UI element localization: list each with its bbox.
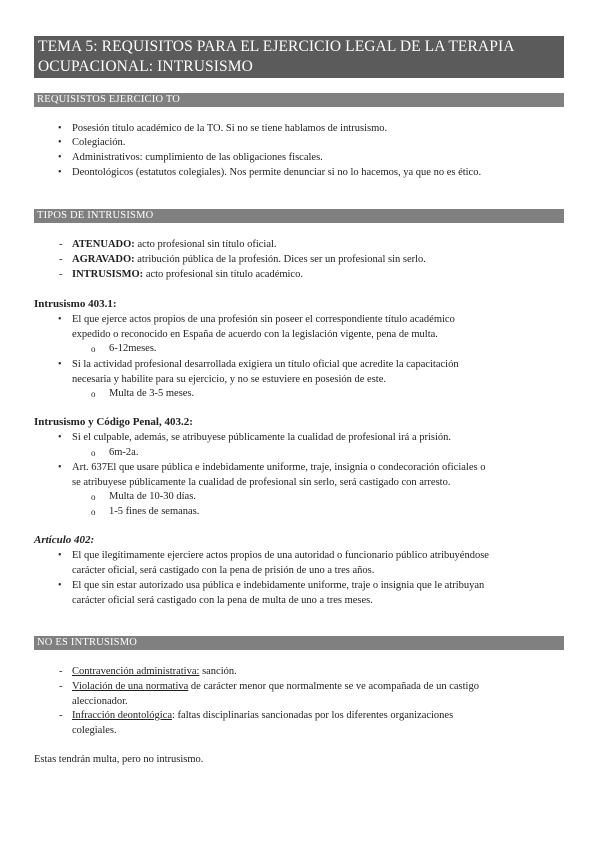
text-line: carácter oficial, será castigado con la pena de prisión de uno a tres años.: [72, 564, 375, 576]
list-item: [72, 253, 426, 268]
term-text: acto profesional sin título académico.: [143, 269, 303, 280]
title-line: TEMA 5: REQUISITOS PARA EL EJERCICIO LEGAL DE LA TERAPIA: [38, 38, 515, 55]
bullet-icon: •: [58, 314, 62, 325]
list-item: [72, 461, 485, 490]
text-line: El que ilegítimamente ejerciere actos propios de una autoridad o funcionario público atribuyéndose: [72, 550, 489, 561]
term-text: : faltas disciplinarias sancionadas por los diferentes organizaciones: [172, 710, 454, 721]
term: Contravención administrativa:: [72, 666, 200, 677]
dash-marker: -: [59, 269, 63, 280]
term: ATENUADO:: [72, 239, 135, 250]
list-item: Deontológicos (estatutos colegiales). Nos permite denunciar si no lo hacemos, ya que no es ético.: [72, 167, 482, 178]
text-line: Art. 637El que usare pública e indebidamente uniforme, traje, insignia o condecoración oficiales o: [72, 462, 486, 473]
list-item: [72, 579, 484, 608]
bullet-icon: •: [58, 152, 62, 163]
section-heading-tipos: TIPOS DE INTRUSISMO: [34, 209, 564, 223]
bullet-icon: •: [58, 359, 62, 370]
dash-marker: -: [59, 239, 63, 250]
sub-item: 6m-2a.: [109, 447, 139, 458]
sub-item: Multa de 10-30 días.: [109, 491, 196, 502]
text-line: El que ejerce actos propios de una profesión sin poseer el correspondiente título académico: [72, 314, 455, 325]
text-line: [72, 680, 479, 695]
dash-marker: -: [59, 710, 63, 721]
list-item: [72, 665, 237, 680]
list-item: [72, 358, 459, 387]
subheading-codigo-penal: Intrusismo y Código Penal, 403.2:: [34, 416, 193, 428]
text-line: colegiales.: [72, 724, 117, 736]
section-heading-no-intrusismo: NO ES INTRUSISMO: [34, 636, 564, 650]
term-text: de carácter menor que normalmente se ve acompañada de un castigo: [188, 681, 479, 692]
bullet-icon: •: [58, 550, 62, 561]
term: AGRAVADO:: [72, 254, 135, 265]
list-item: Administrativos: cumplimiento de las obligaciones fiscales.: [72, 152, 323, 163]
subheading-403-1: Intrusismo 403.1:: [34, 298, 117, 310]
sub-item: Multa de 3-5 meses.: [109, 388, 195, 399]
term-text: atribución pública de la profesión. Dices ser un profesional sin serlo.: [134, 254, 426, 265]
list-item: [72, 549, 489, 578]
title-line: OCUPACIONAL: INTRUSISMO: [38, 58, 253, 75]
sub-item: 6-12meses.: [109, 343, 157, 354]
term: Infracción deontológica: [72, 710, 172, 721]
list-item: Colegiación.: [72, 137, 126, 148]
circle-bullet-icon: o: [91, 492, 96, 502]
list-item: [72, 268, 303, 283]
dash-marker: -: [59, 681, 63, 692]
bullet-icon: •: [58, 137, 62, 148]
term: Violación de una normativa: [72, 681, 189, 692]
text-line: aleccionador.: [72, 695, 128, 707]
text-line: expedido o reconocido en España de acuerdo con la legislación vigente, pena de multa.: [72, 328, 438, 340]
list-item: Si el culpable, además, se atribuyese públicamente la cualidad de profesional irá a prisión.: [72, 432, 452, 443]
text-line: El que sin estar autorizado usa pública e indebidamente uniforme, traje o insignia que le atribuyan: [72, 580, 485, 591]
text-line: carácter oficial será castigado con la pena de multa de uno a tres meses.: [72, 594, 373, 606]
bullet-icon: •: [58, 432, 62, 443]
text-line: necesaria y habilite para su ejercicio, y no se estuviere en posesión de este.: [72, 373, 387, 385]
circle-bullet-icon: o: [91, 507, 96, 517]
term: INTRUSISMO:: [72, 269, 144, 280]
list-item: [72, 680, 479, 709]
dash-marker: -: [59, 254, 63, 265]
term-text: acto profesional sin título oficial.: [134, 239, 277, 250]
bullet-icon: •: [58, 462, 62, 473]
bullet-icon: •: [58, 123, 62, 134]
closing-note: Estas tendrán multa, pero no intrusismo.: [34, 754, 204, 765]
text-line: se atribuyese públicamente la cualidad de profesional sin serlo, será castigado con arresto.: [72, 476, 451, 488]
list-item: [72, 313, 455, 342]
page-title: [34, 36, 564, 78]
bullet-icon: •: [58, 167, 62, 178]
section-heading-requisitos: REQUISISTOS EJERCICIO TO: [34, 93, 564, 107]
text-line: [72, 709, 453, 724]
circle-bullet-icon: o: [91, 389, 96, 399]
list-item: Posesión título académico de la TO. Si no se tiene hablamos de intrusismo.: [72, 123, 388, 134]
text-line: Si la actividad profesional desarrollada exigiera un título oficial que acredite la capacitación: [72, 359, 459, 370]
term-text: sanción.: [199, 666, 237, 677]
list-item: [72, 238, 277, 253]
sub-item: 1-5 fines de semanas.: [109, 506, 200, 517]
circle-bullet-icon: o: [91, 344, 96, 354]
bullet-icon: •: [58, 580, 62, 591]
dash-marker: -: [59, 666, 63, 677]
circle-bullet-icon: o: [91, 448, 96, 458]
list-item: [72, 709, 453, 738]
subheading-articulo-402: Artículo 402:: [34, 534, 95, 546]
